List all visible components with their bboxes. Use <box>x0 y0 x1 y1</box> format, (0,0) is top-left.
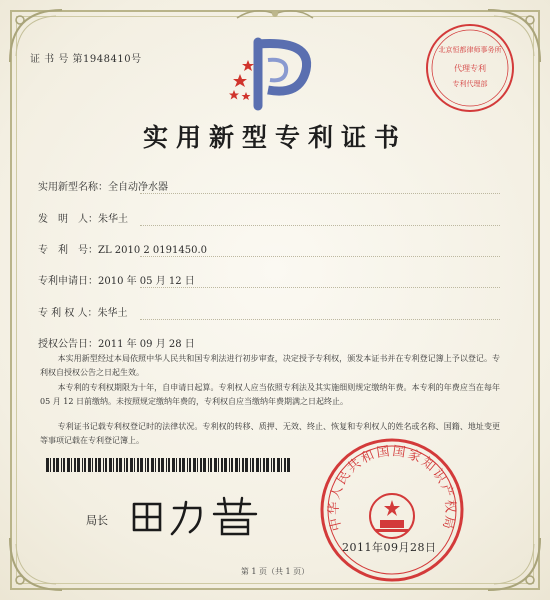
barcode-bar <box>284 458 286 472</box>
barcode-bar <box>53 458 55 472</box>
body-paragraph: 本实用新型经过本局依照中华人民共和国专利法进行初步审查，决定授予专利权，颁发本证书并在专利登记簿上予以登记。专利权自授权公告之日起生效。 <box>40 354 500 377</box>
agency-stamp-line3: 专利代理部 <box>452 80 488 88</box>
barcode-bar <box>273 458 275 472</box>
field-separator: ： <box>88 245 98 256</box>
field-separator: ： <box>88 214 98 225</box>
barcode-bar <box>98 458 101 472</box>
agency-stamp <box>424 22 516 114</box>
barcode-bar <box>155 458 156 472</box>
barcode-bar <box>193 458 196 472</box>
field-patentee <box>38 304 128 319</box>
barcode-bar <box>277 458 280 472</box>
barcode-bar <box>67 458 70 472</box>
barcode-bar <box>182 458 185 472</box>
field-label: 专 利 号 <box>38 245 88 256</box>
field-label: 专 利 权 人 <box>38 308 88 319</box>
barcode-bar <box>229 458 230 472</box>
field-label: 授权公告日 <box>38 339 88 350</box>
barcode-bar <box>172 458 175 472</box>
barcode-bar <box>145 458 146 472</box>
barcode-bar <box>221 458 223 472</box>
barcode-bar <box>208 458 209 472</box>
barcode-bar <box>119 458 122 472</box>
barcode-bar <box>187 458 188 472</box>
barcode-bar <box>210 458 212 472</box>
certificate-number: 证 书 号 第1948410号 <box>30 54 142 65</box>
barcode-bar <box>218 458 219 472</box>
barcode-bar <box>74 458 76 472</box>
barcode-bar <box>271 458 272 472</box>
barcode-bar <box>77 458 80 472</box>
barcode-bar <box>176 458 177 472</box>
barcode-bar <box>134 458 135 472</box>
barcode-bar <box>147 458 149 472</box>
barcode-bar <box>245 458 248 472</box>
field-separator: ： <box>87 308 98 319</box>
barcode-bar <box>105 458 107 472</box>
barcode-bar <box>103 458 104 472</box>
field-filing-date <box>38 272 195 287</box>
barcode-bar <box>263 458 265 472</box>
barcode-bar <box>197 458 198 472</box>
agency-stamp-line2: 代理专利 <box>454 64 486 73</box>
barcode-bar <box>63 458 65 472</box>
barcode-bar <box>224 458 227 472</box>
patent-office-logo-icon <box>228 30 318 114</box>
field-value: 全自动净水器 <box>108 182 168 193</box>
barcode-bar <box>166 458 167 472</box>
barcode-bar <box>256 458 259 472</box>
field-label: 发 明 人 <box>38 214 88 225</box>
national-ipo-seal <box>318 436 466 584</box>
field-separator: ： <box>88 276 98 287</box>
barcode-bar <box>250 458 251 472</box>
barcode-bar <box>95 458 97 472</box>
barcode-bar <box>287 458 290 472</box>
field-separator: ： <box>98 182 108 193</box>
barcode-bar <box>203 458 206 472</box>
barcode-bar <box>252 458 254 472</box>
barcode-bar <box>151 458 154 472</box>
field-patent-number <box>38 241 207 256</box>
barcode-bar <box>88 458 91 472</box>
barcode-bar <box>113 458 114 472</box>
corner-ornament-icon <box>6 534 66 594</box>
body-paragraph: 本专利的专利权期限为十年，自申请日起算。专利权人应当依照专利法及其实施细则规定缴纳年费。本专利的年费应当在每年 05 月 12 日前缴纳。未按照规定缴纳年费的，专利权自应当缴纳年费期满之日起终止。 <box>40 383 500 406</box>
barcode-bar <box>50 458 51 472</box>
field-grant-date <box>38 335 195 350</box>
barcode <box>46 458 294 472</box>
barcode-bar <box>82 458 83 472</box>
barcode-bar <box>168 458 170 472</box>
barcode-bar <box>109 458 112 472</box>
barcode-bar <box>71 458 72 472</box>
director-title: 局长 <box>86 514 108 527</box>
field-inventor <box>38 210 128 225</box>
field-value: ZL 2010 2 0191450.0 <box>98 245 208 256</box>
field-separator: ： <box>88 339 98 350</box>
field-label: 专利申请日 <box>38 276 88 287</box>
dotted-rule <box>140 256 500 258</box>
barcode-bar <box>260 458 261 472</box>
barcode-bar <box>140 458 143 472</box>
barcode-bar <box>214 458 217 472</box>
barcode-bar <box>200 458 202 472</box>
barcode-bar <box>242 458 244 472</box>
barcode-bar <box>158 458 160 472</box>
agency-stamp-line1: 北京恒都律师事务所 <box>438 46 502 54</box>
barcode-bar <box>266 458 269 472</box>
seal-date: 2011年09月28日 <box>342 541 437 554</box>
seal-text: 中华人民共和国国家知识产权局 <box>326 444 458 533</box>
page-footer: 第 1 页（共 1 页） <box>240 567 310 576</box>
barcode-bar <box>61 458 62 472</box>
barcode-bar <box>116 458 118 472</box>
field-value: 2011 年 09 月 28 日 <box>98 339 195 350</box>
dotted-rule <box>140 319 500 321</box>
director-signature <box>126 494 266 538</box>
certificate-title: 实用新型专利证书 <box>142 123 407 152</box>
dotted-rule <box>140 225 500 227</box>
field-label: 实用新型名称 <box>38 182 98 193</box>
barcode-bar <box>92 458 93 472</box>
dotted-rule <box>140 287 500 289</box>
barcode-bar <box>46 458 49 472</box>
field-utility-model-name <box>38 178 168 193</box>
barcode-bar <box>179 458 181 472</box>
barcode-bar <box>231 458 233 472</box>
barcode-bar <box>124 458 125 472</box>
national-emblem-icon <box>370 494 414 538</box>
barcode-bar <box>235 458 238 472</box>
barcode-bar <box>84 458 86 472</box>
barcode-bar <box>130 458 133 472</box>
barcode-bar <box>189 458 191 472</box>
barcode-bar <box>161 458 164 472</box>
barcode-bar <box>239 458 240 472</box>
barcode-bar <box>281 458 282 472</box>
dotted-rule <box>140 193 500 195</box>
field-value: 朱华土 <box>98 214 128 225</box>
top-ornament-icon <box>235 4 315 24</box>
corner-ornament-icon <box>484 534 544 594</box>
barcode-bar <box>126 458 128 472</box>
field-value: 2010 年 05 月 12 日 <box>98 276 195 287</box>
barcode-bar <box>56 458 59 472</box>
barcode-bar <box>137 458 139 472</box>
field-value: 朱华土 <box>97 308 128 319</box>
body-paragraph: 专利证书记载专利权登记时的法律状况。专利权的转移、质押、无效、终止、恢复和专利权人的姓名或名称、国籍、地址变更等事项记载在专利登记簿上。 <box>40 422 500 445</box>
